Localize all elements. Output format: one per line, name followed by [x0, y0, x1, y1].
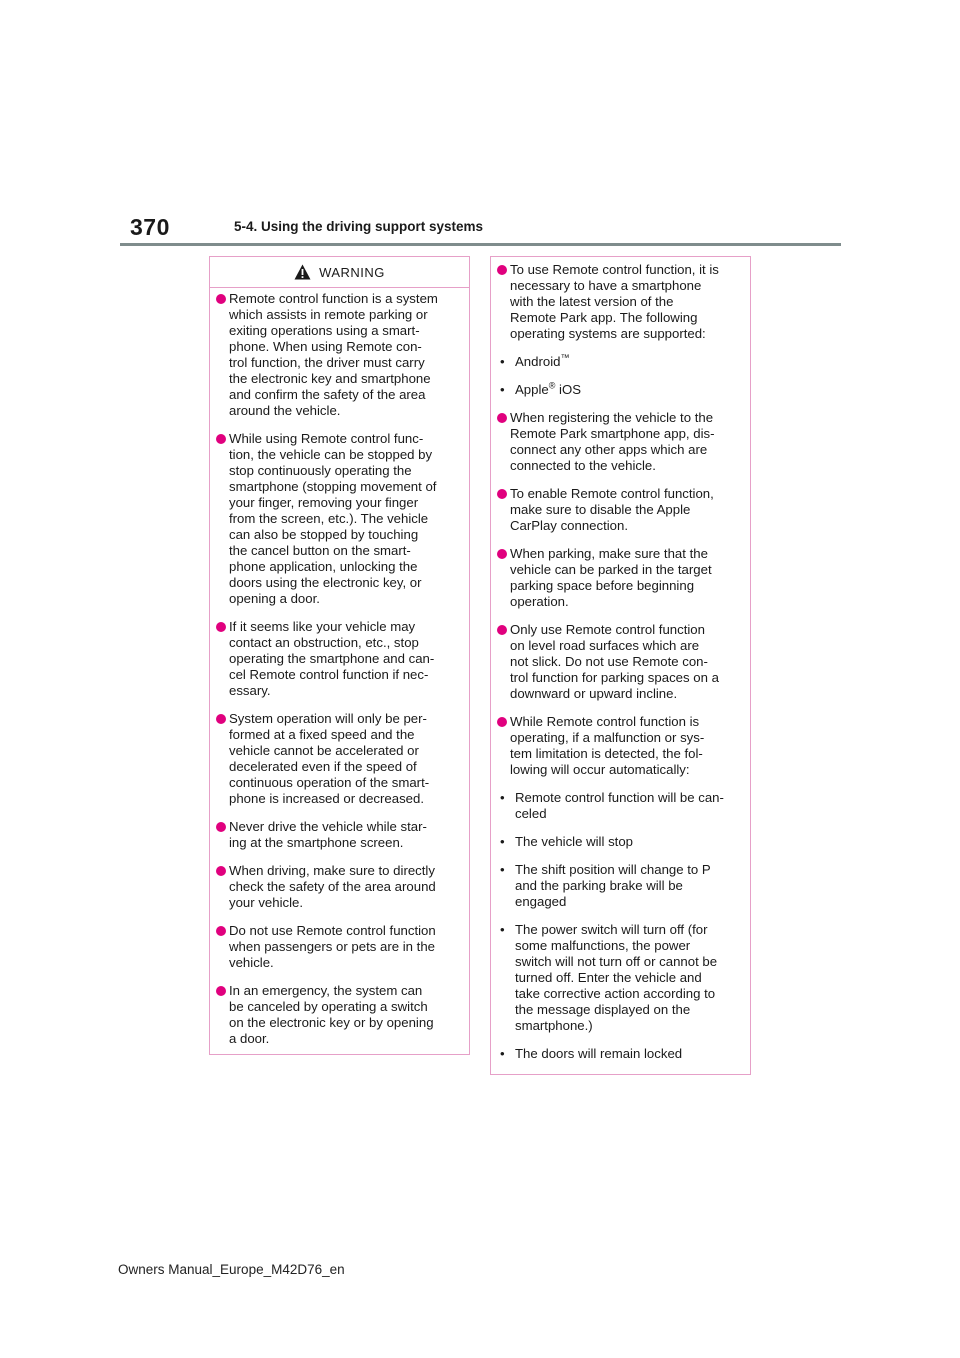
- continued-item: While Remote control function is operating, if a malfunction or sys- tem limitation is detected, the fol- lowing will occur automatically:: [497, 714, 740, 778]
- sub-bullet-mark: •: [500, 834, 505, 849]
- continued-item: When registering the vehicle to the Remote Park smartphone app, dis- connect any other apps which are connected to the vehicle.: [497, 410, 740, 474]
- sub-item: • The doors will remain locked: [500, 1046, 683, 1061]
- continued-intro: To use Remote control function, it is necessary to have a smartphone with the latest version of the Remote Park app. The following operating systems are supported:: [497, 262, 740, 342]
- bullet-icon: [497, 489, 507, 499]
- bullet-icon: [216, 822, 226, 832]
- sub-item: • The power switch will turn off (for some malfunctions, the power switch will not turn off or cannot be turned off. Enter the vehicle and take corrective action according to the message displayed on the smartphone.): [500, 922, 718, 1033]
- bullet-icon: [216, 986, 226, 996]
- warning-item: Do not use Remote control function when passengers or pets are in the vehicle.: [216, 923, 459, 971]
- warning-item: Remote control function is a system which assists in remote parking or exiting operations using a smart- phone. When using Remote con- trol function, the driver must carry the electronic key and smartphone and confirm the safety of the area around the vehicle.: [216, 291, 459, 419]
- sub-bullet-mark: •: [500, 1046, 505, 1061]
- continued-item: When parking, make sure that the vehicle can be parked in the target parking space before beginning operation.: [497, 546, 740, 610]
- warning-item: In an emergency, the system can be canceled by operating a switch on the electronic key or by opening a door.: [216, 983, 459, 1047]
- bullet-icon: [497, 413, 507, 423]
- sub-bullet-mark: •: [500, 862, 505, 877]
- sub-bullet-mark: •: [500, 922, 505, 937]
- sub-item: • The vehicle will stop: [500, 834, 634, 849]
- bullet-icon: [497, 717, 507, 727]
- footer-document-id: Owners Manual_Europe_M42D76_en: [118, 1262, 345, 1277]
- warning-item: While using Remote control func- tion, the vehicle can be stopped by stop continuously operating the smartphone (stopping movement of your finger, removing your finger from the screen, etc.). The vehicle can also be stopped by touching the cancel button on the smart- phone application, unlocking the doors using the electronic key, or opening a door.: [216, 431, 459, 607]
- warning-triangle-icon: [294, 264, 311, 280]
- warning-item: System operation will only be per- formed at a fixed speed and the vehicle cannot be accelerated or decelerated even if the speed of continuous operation of the smart- phone is increased or decreased.: [216, 711, 459, 807]
- bullet-icon: [497, 265, 507, 275]
- warning-box: [209, 256, 470, 1055]
- bullet-icon: [216, 434, 226, 444]
- sub-item: • The shift position will change to P and the parking brake will be engaged: [500, 862, 711, 909]
- continued-item: Only use Remote control function on level road surfaces which are not slick. Do not use Remote con- trol function for parking spaces on a downward or upward incline.: [497, 622, 740, 702]
- warning-title: WARNING: [319, 264, 385, 280]
- sub-item: • Remote control function will be can- celed: [500, 790, 724, 821]
- bullet-icon: [216, 866, 226, 876]
- sub-bullet-mark: •: [500, 790, 505, 805]
- sub-bullet-mark: •: [500, 354, 505, 369]
- bullet-icon: [216, 714, 226, 724]
- bullet-icon: [216, 926, 226, 936]
- sub-bullet-mark: •: [500, 382, 505, 397]
- bullet-icon: [216, 294, 226, 304]
- warning-continued-box: [490, 256, 751, 1075]
- warning-item: Never drive the vehicle while star- ing at the smartphone screen.: [216, 819, 459, 851]
- warning-item: If it seems like your vehicle may contact an obstruction, etc., stop operating the smartphone and can- cel Remote control function if nec- essary.: [216, 619, 459, 699]
- warning-item: When driving, make sure to directly check the safety of the area around your vehicle.: [216, 863, 459, 911]
- trademark-mark: ™: [560, 352, 570, 363]
- continued-list: [491, 257, 750, 1062]
- section-title: 5-4. Using the driving support systems: [234, 219, 484, 234]
- os-item-apple: • Apple® iOS: [500, 380, 582, 397]
- bullet-icon: [216, 622, 226, 632]
- bullet-icon: [497, 549, 507, 559]
- warning-header: [210, 257, 469, 288]
- page-number: 370: [130, 214, 170, 240]
- continued-item: To enable Remote control function, make sure to disable the Apple CarPlay connection.: [497, 486, 740, 534]
- registered-mark: ®: [548, 380, 556, 391]
- warning-list: [210, 288, 469, 1047]
- os-item-android: • Android™: [500, 352, 570, 369]
- bullet-icon: [497, 625, 507, 635]
- header-rule: [120, 243, 841, 246]
